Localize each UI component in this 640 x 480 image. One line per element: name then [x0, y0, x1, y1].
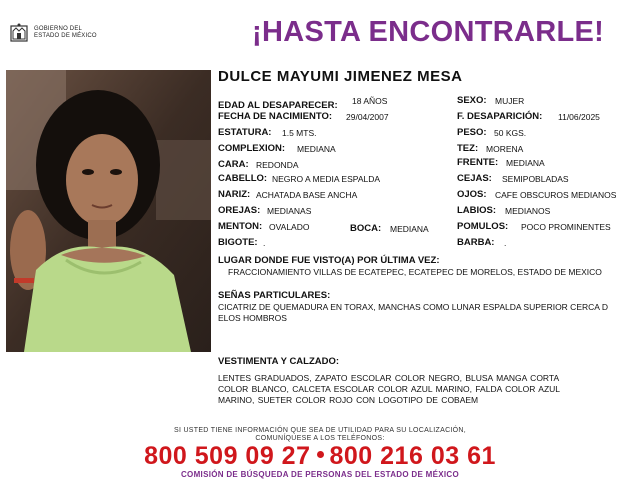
footer-commission: COMISIÓN DE BÚSQUEDA DE PERSONAS DEL ESTADO DE MÉXICO — [180, 470, 459, 479]
field-boca-label: BOCA: — [350, 223, 382, 234]
field-boca-value: MEDIANA — [390, 224, 429, 234]
field-bigote-label: BIGOTE: — [218, 237, 258, 248]
logo-line-1: GOBIERNO DEL — [34, 26, 83, 32]
contact-info-line-1: SI USTED TIENE INFORMACIÓN QUE SEA DE UTILIDAD PARA SU LOCALIZACIÓN, — [173, 427, 467, 434]
field-orejas-label: OREJAS: — [218, 205, 261, 216]
field-tez-label: TEZ: — [457, 143, 479, 154]
vestimenta-value: LENTES GRADUADOS, ZAPATO ESCOLAR COLOR NEGRO, BLUSA MANGA CORTA COLOR BLANCO, CALCETA ESCOLAR COLOR AZUL MARINO, FALDA COLOR AZUL MARINO, SUETER COLOR ROJO CON LOGOTIPO DE COBAEM — [218, 373, 560, 405]
field-frente-label: FRENTE: — [457, 157, 499, 168]
field-menton-label: MENTON: — [218, 221, 263, 232]
field-nariz-value: ACHATADA BASE ANCHA — [256, 190, 358, 200]
person-photo — [6, 70, 211, 352]
field-barba-label: BARBA: — [457, 237, 495, 248]
senas-value: CICATRIZ DE QUEMADURA EN TORAX, MANCHAS COMO LUNAR ESPALDA SUPERIOR CERCA D ELOS HOMBROS — [218, 302, 608, 323]
field-estatura-label: ESTATURA: — [218, 127, 272, 138]
field-barba-value: . — [504, 238, 507, 248]
field-frente-value: MEDIANA — [506, 158, 545, 168]
field-cejas-value: SEMIPOBLADAS — [502, 174, 569, 184]
field-cara-value: REDONDA — [256, 160, 299, 170]
phone-2[interactable]: 800 216 03 61 — [329, 442, 496, 470]
field-peso-label: PESO: — [457, 127, 487, 138]
field-estatura-value: 1.5 MTS. — [282, 128, 317, 138]
field-sexo-value: MUJER — [495, 96, 525, 106]
field-nariz-label: NARIZ: — [218, 189, 251, 200]
field-orejas-value: MEDIANAS — [267, 206, 312, 216]
field-desaparicion-value: 11/06/2025 — [558, 112, 600, 122]
field-labios-value: MEDIANOS — [505, 206, 551, 216]
field-cara-label: CARA: — [218, 159, 249, 170]
field-bigote-value: . — [263, 238, 266, 248]
field-labios-label: LABIOS: — [457, 205, 497, 216]
field-nacimiento-value: 29/04/2007 — [346, 112, 389, 122]
field-complexion-value: MEDIANA — [297, 144, 336, 154]
coat-of-arms-icon — [8, 22, 30, 44]
field-pomulos-label: POMULOS: — [457, 221, 509, 232]
field-nacimiento-label: FECHA DE NACIMIENTO: — [218, 111, 332, 122]
field-cabello-value: NEGRO A MEDIA ESPALDA — [272, 174, 381, 184]
location-value: FRACCIONAMIENTO VILLAS DE ECATEPEC, ECATEPEC DE MORELOS, ESTADO DE MEXICO — [228, 267, 602, 277]
field-ojos-label: OJOS: — [457, 189, 487, 200]
phone-numbers — [0, 442, 640, 471]
person-name: DULCE MAYUMI JIMENEZ MESA — [218, 68, 463, 85]
field-cabello-label: CABELLO: — [218, 173, 268, 184]
field-sexo-label: SEXO: — [457, 95, 487, 106]
person-photo-illustration — [6, 70, 211, 352]
state-logo — [8, 22, 97, 44]
field-edad-label: EDAD AL DESAPARECER: — [218, 100, 338, 111]
phone-1[interactable]: 800 509 09 27 — [144, 442, 311, 470]
field-peso-value: 50 KGS. — [494, 128, 527, 138]
field-pomulos-value: POCO PROMINENTES — [521, 222, 611, 232]
logo-line-2: ESTADO DE MÉXICO — [34, 33, 97, 39]
field-ojos-value: CAFE OBSCUROS MEDIANOS — [495, 190, 617, 200]
vestimenta-label: VESTIMENTA Y CALZADO: — [218, 356, 340, 367]
field-complexion-label: COMPLEXION: — [218, 143, 286, 154]
field-menton-value: OVALADO — [269, 222, 310, 232]
field-tez-value: MORENA — [486, 144, 524, 154]
field-cejas-label: CEJAS: — [457, 173, 492, 184]
bullet-dot-icon — [317, 451, 324, 458]
location-label: LUGAR DONDE FUE VISTO(A) POR ÚLTIMA VEZ: — [218, 255, 440, 266]
field-edad-value: 18 AÑOS — [352, 96, 388, 106]
contact-info-line-2: COMUNÍQUESE A LOS TELÉFONOS: — [255, 435, 385, 442]
headline: ¡HASTA ENCONTRARLE! — [252, 16, 605, 48]
senas-label: SEÑAS PARTICULARES: — [218, 290, 331, 301]
field-desaparicion-label: F. DESAPARICIÓN: — [457, 111, 543, 122]
contact-info — [0, 427, 640, 443]
